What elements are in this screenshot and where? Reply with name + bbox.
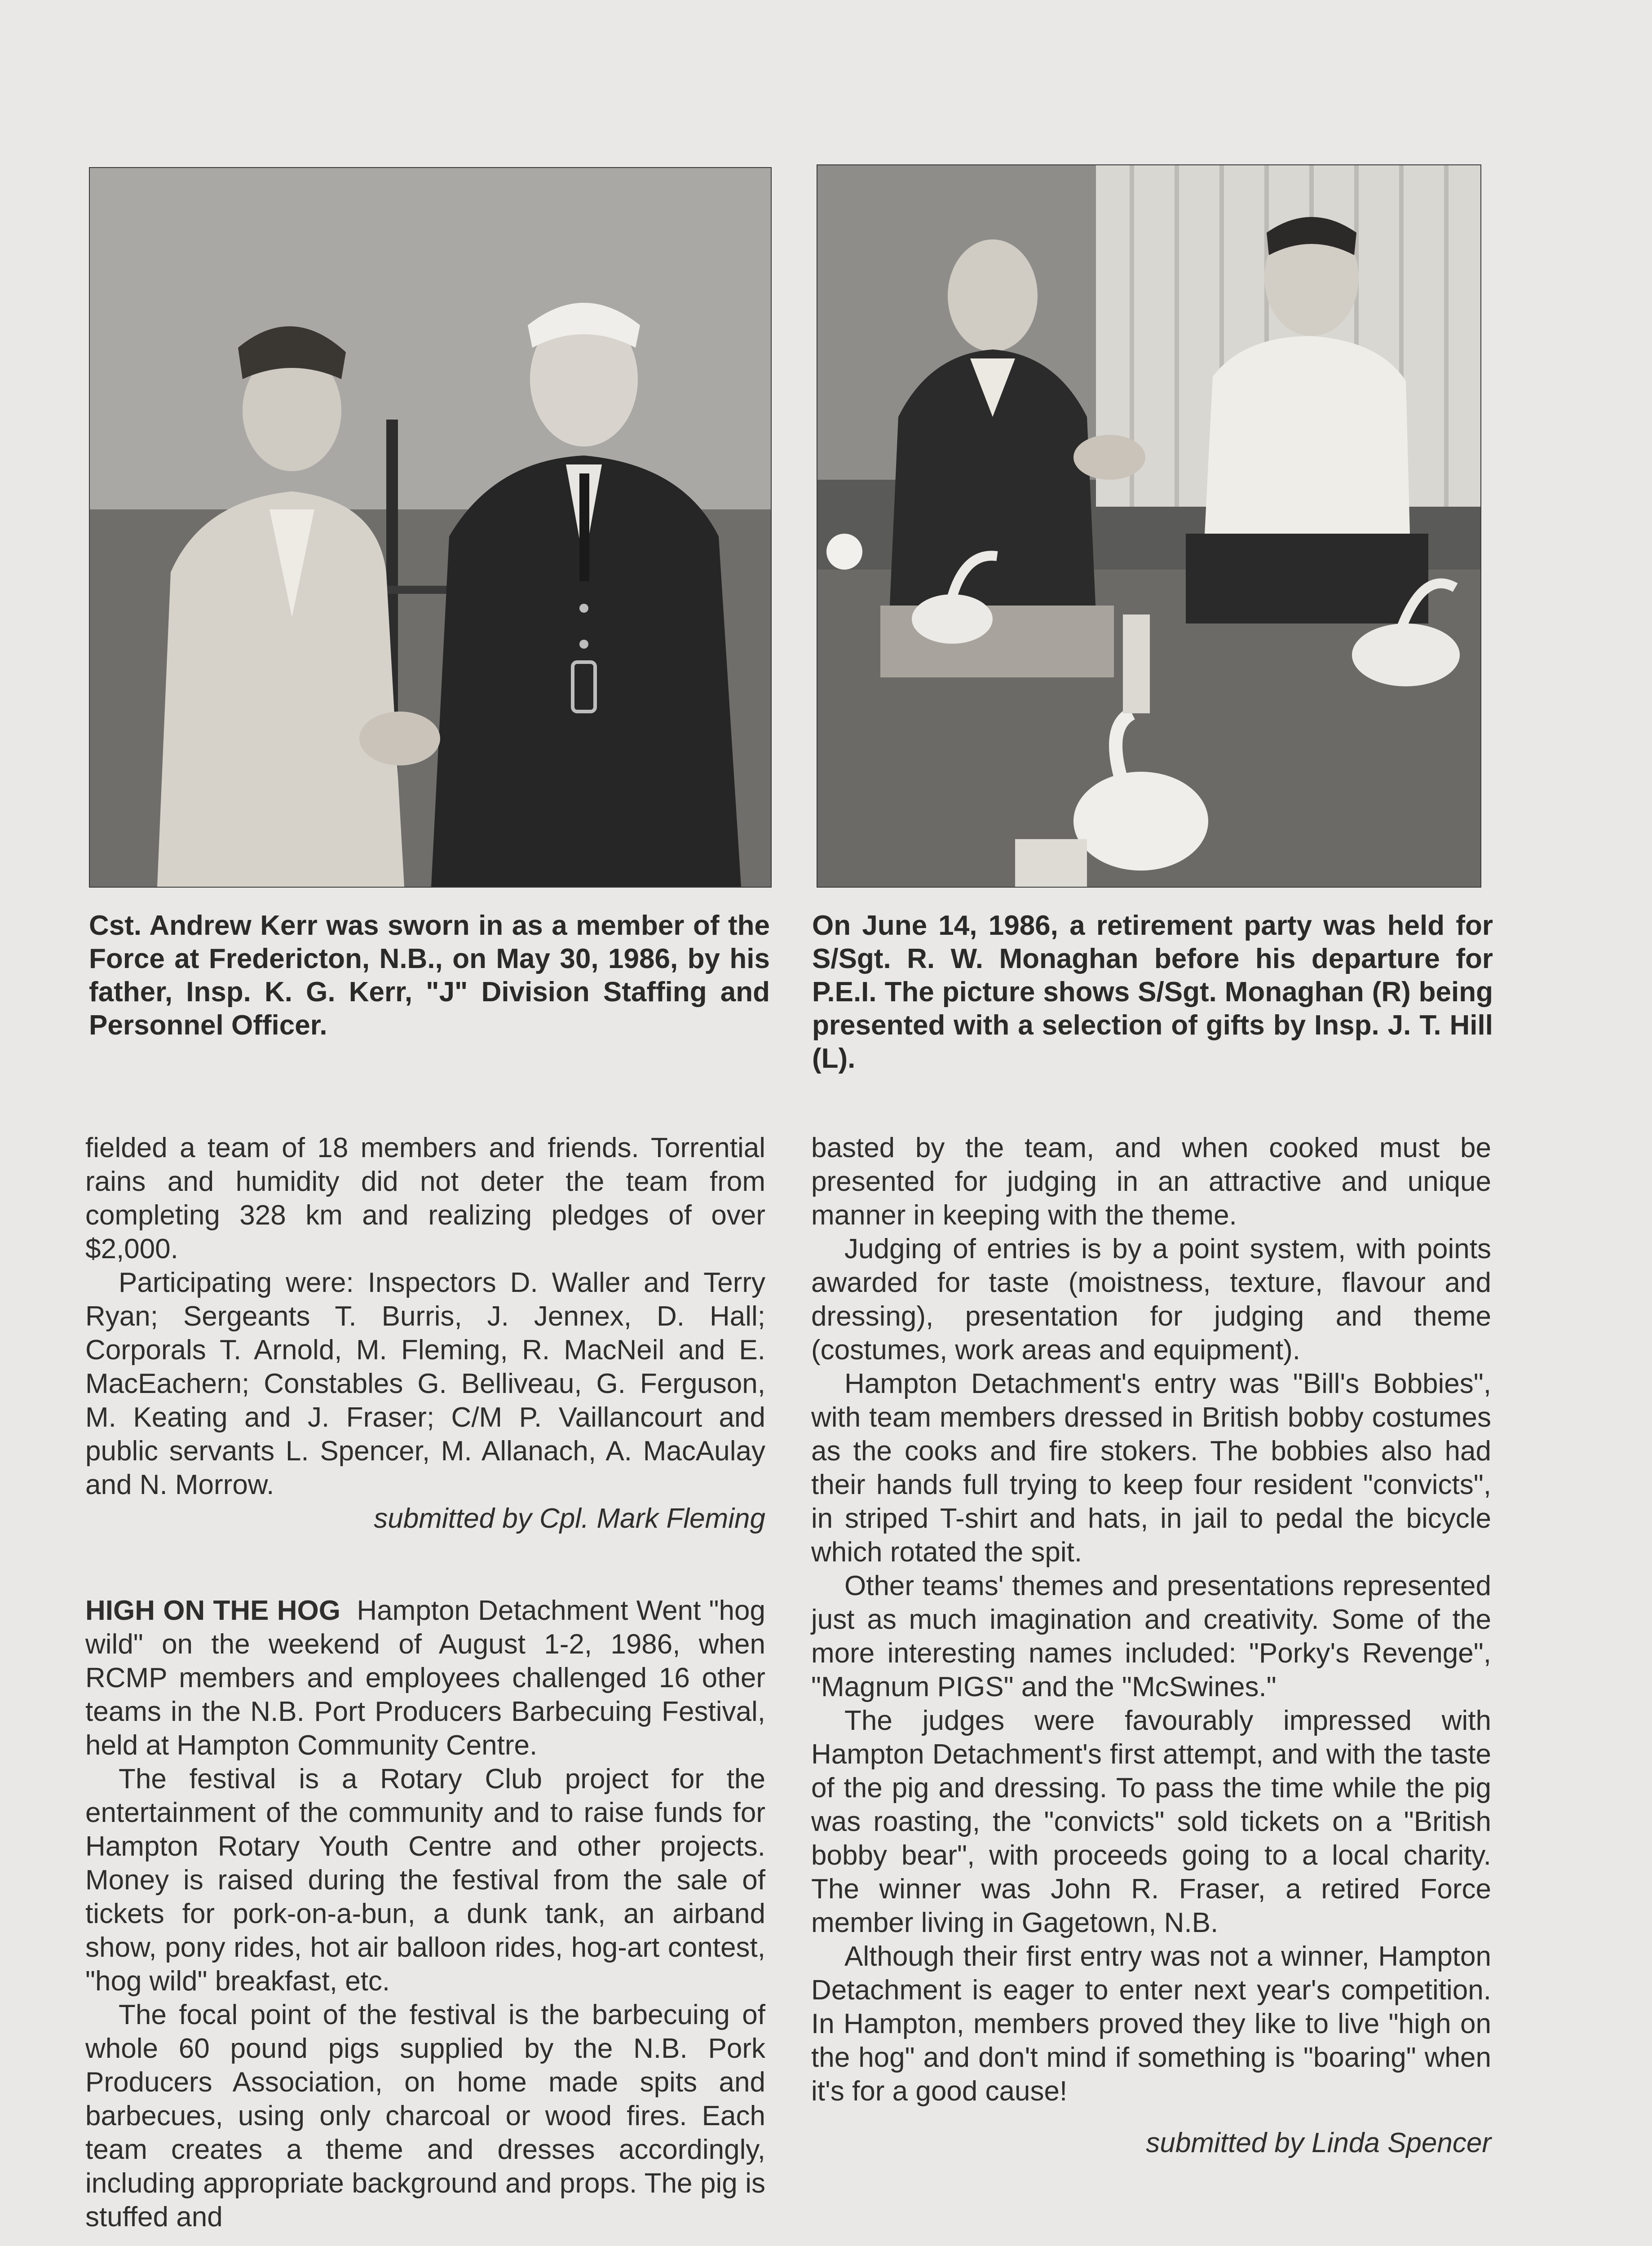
photo-kerr-swearing-in	[89, 167, 772, 888]
paragraph: Other teams' themes and presentations represented just as much imagination and creativity. Some of the more interesting names included: "Porky's Revenge", "Magnum PIGS" and the "McSwines."	[811, 1570, 1491, 1702]
photo-kerr-image	[90, 168, 771, 887]
paragraph: The festival is a Rotary Club project for the entertainment of the community and to raise funds for Hampton Rotary Youth Centre and other projects. Money is raised during the festival from the sale of tickets for pork-on-a-bun, a dunk tank, an airband show, pony rides, hot air balloon rides, hog-art contest, "hog wild" breakfast, etc.	[85, 1764, 765, 1997]
paragraph: The focal point of the festival is the barbecuing of whole 60 pound pigs supplied by the N.B. Pork Producers Association, on home made spits and barbecues, using only charcoal or wood fires. Each team creates a theme and dresses accordingly, including appropriate background and props. The pig is stuffed and	[85, 1999, 765, 2233]
credit-line: submitted by Linda Spencer	[1146, 2127, 1491, 2158]
paragraph: The judges were favourably impressed with Hampton Detachment's first attempt, and with the taste of the pig and dressing. To pass the time while the pig was roasting, the "convicts" sold tickets on a "British bobby bear", with proceeds going to a local charity. The winner was John R. Fraser, a retired Force member living in Gagetown, N.B.	[811, 1705, 1491, 1938]
headline: HIGH ON THE HOG	[85, 1595, 340, 1626]
paragraph: Although their first entry was not a winner, Hampton Detachment is eager to enter next year's competition. In Hampton, members proved they like to live "high on the hog" and don't mind if something is "boaring" when it's for a good cause!	[811, 1941, 1491, 2107]
article-left-column	[85, 1131, 765, 2234]
paragraph-lead: Hampton Detachment Went "hog wild" on the weekend of August 1-2, 1986, when RCMP members and employees challenged 16 other teams in the N.B. Port Producers Barbecuing Festival, held at Hampton Community Centre.	[85, 1595, 765, 1761]
paragraph: fielded a team of 18 members and friends. Torrential rains and humidity did not deter the team from completing 328 km and realizing pledges of over $2,000.	[85, 1132, 765, 1264]
article-opening	[85, 1594, 765, 1762]
credit-line: submitted by Cpl. Mark Fleming	[374, 1503, 765, 1534]
paragraph: Judging of entries is by a point system, with points awarded for taste (moistness, texture, flavour and dressing), presentation for judging and theme (costumes, work areas and equipment).	[811, 1234, 1491, 1366]
photo-monaghan-retirement	[817, 164, 1481, 888]
photo-caption-right: On June 14, 1986, a retirement party was held for S/Sgt. R. W. Monaghan before his departure for P.E.I. The picture shows S/Sgt. Monaghan (R) being presented with a selection of gifts by Insp. J. T. Hill (L).	[812, 910, 1493, 1074]
photo-monaghan-image	[817, 165, 1480, 887]
paragraph: basted by the team, and when cooked must be presented for judging in an attractive and unique manner in keeping with the theme.	[811, 1132, 1491, 1231]
photo-caption-left: Cst. Andrew Kerr was sworn in as a member of the Force at Fredericton, N.B., on May 30, 1986, by his father, Insp. K. G. Kerr, "J" Division Staffing and Personnel Officer.	[89, 910, 770, 1041]
article-right-column	[811, 1131, 1491, 2160]
paragraph: Participating were: Inspectors D. Waller and Terry Ryan; Sergeants T. Burris, J. Jennex, D. Hall; Corporals T. Arnold, M. Fleming, R. MacNeil and E. MacEachern; Constables G. Belliveau, G. Ferguson, M. Keating and J. Fraser; C/M P. Vaillancourt and public servants L. Spencer, M. Allanach, A. MacAulay and N. Morrow.	[85, 1267, 765, 1500]
paragraph: Hampton Detachment's entry was "Bill's Bobbies", with team members dressed in British bobby costumes as the cooks and fire stokers. The bobbies also had their hands full trying to keep four resident "convicts", in striped T-shirt and hats, in jail to pedal the bicycle which rotated the spit.	[811, 1368, 1491, 1568]
